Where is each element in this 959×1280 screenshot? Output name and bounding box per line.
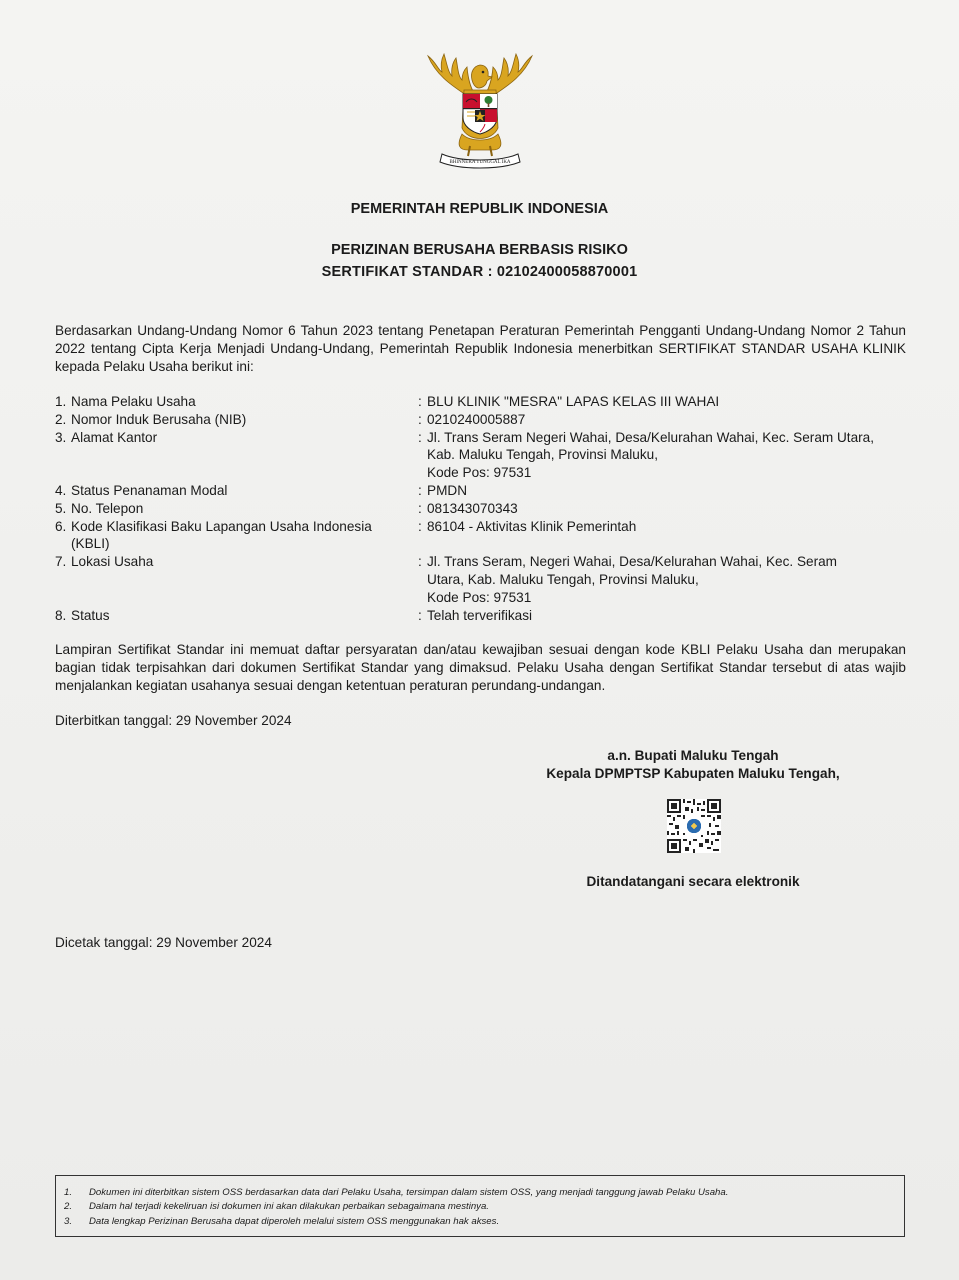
field-colon: : (418, 607, 422, 623)
address-line: Kab. Maluku Tengah, Provinsi Maluku, (427, 447, 658, 463)
business-fields (55, 393, 915, 624)
signatory-title: Kepala DPMPTSP Kabupaten Maluku Tengah, (546, 766, 840, 781)
field-row-investment-status (55, 482, 915, 500)
footnote-number: 1. (64, 1187, 73, 1198)
field-value: 86104 - Aktivitas Klinik Pemerintah (427, 518, 637, 534)
footnote-item (64, 1186, 904, 1200)
field-number: 1. (55, 394, 67, 409)
field-colon: : (418, 500, 422, 516)
electronic-signature-note: Ditandatangani secara elektronik (586, 874, 800, 889)
field-colon: : (418, 394, 422, 409)
field-number: 3. (55, 429, 67, 445)
address-line: Jl. Trans Seram Negeri Wahai, Desa/Kelurahan Wahai, Kec. Seram Utara, (427, 429, 875, 445)
intro-paragraph: Berdasarkan Undang-Undang Nomor 6 Tahun 2023 tentang Penetapan Peraturan Pemerintah Pengganti Undang-Undang Nomor 2 Tahun 2022 tentang Cipta Kerja Menjadi Undang-Undang, Pemerintah Republik Indonesia menerbitkan SERTIFIKAT STANDAR USAHA KLINIK kepada Pelaku Usaha berikut ini: (55, 323, 906, 374)
field-label: Nomor Induk Berusaha (NIB) (71, 411, 247, 427)
footnote-item (64, 1200, 904, 1214)
motto-text: BHINNEKA TUNGGAL IKA (449, 160, 511, 165)
field-number: 5. (55, 500, 67, 516)
field-label: Status Penanaman Modal (71, 482, 228, 498)
field-value: BLU KLINIK "MESRA" LAPAS KELAS III WAHAI (427, 394, 720, 409)
field-colon: : (418, 518, 422, 534)
field-row-name (55, 393, 915, 411)
field-colon: : (418, 554, 422, 570)
field-value (427, 553, 915, 606)
address-line: Kode Pos: 97531 (427, 465, 532, 481)
field-value: 081343070343 (427, 500, 518, 516)
garuda-pancasila-emblem (420, 50, 540, 175)
field-row-office-address (55, 429, 915, 482)
footnotes-box (55, 1175, 905, 1237)
location-line: Jl. Trans Seram, Negeri Wahai, Desa/Kelurahan Wahai, Kec. Seram (427, 554, 837, 570)
field-label: Alamat Kantor (71, 429, 158, 445)
qr-code (667, 799, 721, 853)
field-number: 2. (55, 411, 67, 427)
footnote-text: Dokumen ini diterbitkan sistem OSS berdasarkan data dari Pelaku Usaha, tersimpan dalam sistem OSS, yang menjadi tanggung jawab Pelaku Usaha. (89, 1187, 729, 1198)
field-colon: : (418, 482, 422, 498)
field-row-status (55, 607, 915, 625)
attachment-paragraph: Lampiran Sertifikat Standar ini memuat daftar persyaratan dan/atau kewajiban sesuai dengan kode KBLI Pelaku Usaha dan merupakan bagian tidak terpisahkan dari dokumen Sertifikat Standar yang dimaksud. Pelaku Usaha dengan Sertifikat Standar tersebut di atas wajib menjalankan kegiatan usahanya sesuai dengan ketentuan peraturan perundang-undangan. (55, 642, 906, 693)
footnote-number: 2. (64, 1201, 73, 1213)
field-value (427, 429, 915, 482)
field-number: 6. (55, 518, 67, 534)
footnote-text: Data lengkap Perizinan Berusaha dapat diperoleh melalui sistem OSS menggunakan hak akses. (89, 1215, 500, 1227)
field-value: PMDN (427, 482, 468, 498)
field-colon: : (418, 429, 422, 445)
location-line: Utara, Kab. Maluku Tengah, Provinsi Maluku, (427, 571, 699, 587)
government-heading: PEMERINTAH REPUBLIK INDONESIA (350, 201, 609, 217)
field-label: Kode Klasifikasi Baku Lapangan Usaha Indonesia (KBLI) (71, 518, 372, 552)
certificate-number: SERTIFIKAT STANDAR : 02102400058870001 (321, 264, 638, 280)
field-colon: : (418, 411, 422, 427)
printed-date: Dicetak tanggal: 29 November 2024 (55, 935, 272, 950)
field-label: No. Telepon (71, 500, 144, 516)
field-number: 4. (55, 482, 67, 498)
location-line: Kode Pos: 97531 (427, 589, 532, 605)
issued-date: Diterbitkan tanggal: 29 November 2024 (55, 713, 292, 728)
footnote-item (64, 1215, 904, 1229)
field-value: 0210240005887 (427, 411, 526, 427)
footnote-text: Dalam hal terjadi kekeliruan isi dokumen ini akan dilakukan perbaikan sebagaimana mestinya. (89, 1201, 489, 1213)
field-row-nib (55, 411, 915, 429)
field-number: 8. (55, 607, 67, 623)
field-label: Lokasi Usaha (71, 554, 154, 570)
field-label: Status (71, 607, 110, 623)
footnote-number: 3. (64, 1215, 73, 1227)
field-number: 7. (55, 554, 67, 570)
field-row-business-location (55, 553, 915, 606)
field-row-phone (55, 500, 915, 518)
signatory-on-behalf: a.n. Bupati Maluku Tengah (607, 748, 779, 763)
field-value: Telah terverifikasi (427, 607, 533, 623)
document-title: PERIZINAN BERUSAHA BERBASIS RISIKO (331, 242, 628, 258)
field-label: Nama Pelaku Usaha (71, 394, 196, 409)
field-row-kbli (55, 518, 915, 554)
